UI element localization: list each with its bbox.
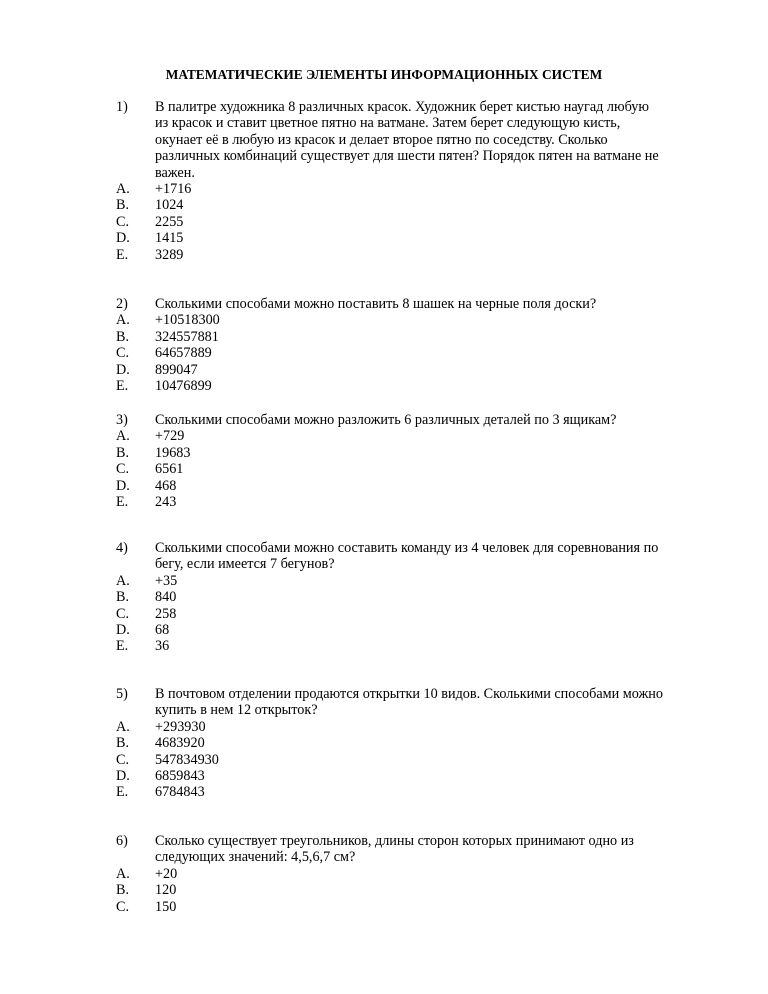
question-text: В почтовом отделении продаются открытки 10 видов. Сколькими способами можно [155, 686, 663, 702]
question-number: 6) [116, 833, 128, 849]
answer-option [116, 752, 736, 768]
answer-option [116, 784, 736, 800]
answer-option [116, 461, 736, 477]
option-letter: A. [116, 312, 130, 329]
option-value: 324557881 [155, 328, 219, 345]
question-text: бегу, если имеется 7 бегунов? [155, 556, 335, 573]
option-letter: D. [116, 361, 130, 378]
option-value: 1024 [155, 197, 184, 214]
option-letter: B. [116, 444, 130, 461]
option-letter: E. [116, 784, 129, 801]
question-line [116, 99, 736, 115]
question-5 [116, 686, 736, 801]
answer-option [116, 478, 736, 494]
question-6 [116, 833, 736, 915]
answer-option [116, 899, 736, 915]
question-line [116, 412, 736, 428]
option-letter: D. [116, 767, 130, 784]
answer-option [116, 866, 736, 882]
option-letter: E. [116, 377, 129, 394]
option-letter: D. [116, 230, 130, 247]
answer-option [116, 719, 736, 735]
option-value: 2255 [155, 213, 184, 230]
option-value: +1716 [155, 180, 192, 197]
option-letter: D. [116, 621, 130, 638]
option-value: +20 [155, 865, 178, 882]
option-value: 468 [155, 477, 177, 494]
question-line [116, 115, 736, 131]
option-letter: D. [116, 477, 130, 494]
option-value: 64657889 [155, 345, 212, 362]
question-text: важен. [155, 164, 195, 181]
question-line [116, 833, 736, 849]
answer-option [116, 589, 736, 605]
answer-option [116, 494, 736, 510]
question-number: 4) [116, 540, 128, 556]
question-line [116, 702, 736, 718]
question-line [116, 686, 736, 702]
answer-option [116, 362, 736, 378]
question-text: В палитре художника 8 различных красок. Художник берет кистью наугад любую [155, 99, 649, 115]
answer-option [116, 329, 736, 345]
answer-option [116, 247, 736, 263]
answer-option [116, 197, 736, 213]
question-line [116, 132, 736, 148]
option-letter: A. [116, 180, 130, 197]
option-letter: C. [116, 345, 130, 362]
option-letter: A. [116, 572, 130, 589]
answer-option [116, 882, 736, 898]
question-line [116, 556, 736, 572]
answer-option [116, 768, 736, 784]
option-letter: B. [116, 328, 130, 345]
answer-option [116, 230, 736, 246]
option-value: 4683920 [155, 735, 205, 752]
question-number: 1) [116, 99, 128, 115]
option-value: 840 [155, 589, 177, 606]
question-text: Сколькими способами можно поставить 8 шашек на черные поля доски? [155, 296, 597, 312]
question-text: окунает её в любую из красок и делает второе пятно по соседству. Сколько [155, 131, 608, 148]
option-letter: C. [116, 461, 130, 478]
option-value: 19683 [155, 444, 191, 461]
option-letter: E. [116, 638, 129, 655]
option-value: 3289 [155, 246, 184, 263]
answer-option [116, 378, 736, 394]
option-value: 1415 [155, 230, 184, 247]
question-line [116, 148, 736, 164]
question-text: из красок и ставит цветное пятно на ватмане. Затем берет следующую кисть, [155, 115, 621, 132]
answer-option [116, 606, 736, 622]
question-number: 3) [116, 412, 128, 428]
option-letter: C. [116, 213, 130, 230]
option-value: 36 [155, 638, 170, 655]
answer-option [116, 428, 736, 444]
answer-option [116, 573, 736, 589]
option-letter: C. [116, 751, 130, 768]
question-text: купить в нем 12 открыток? [155, 702, 318, 719]
option-letter: C. [116, 605, 130, 622]
option-letter: A. [116, 865, 130, 882]
option-letter: E. [116, 493, 129, 510]
answer-option [116, 638, 736, 654]
question-line [116, 540, 736, 556]
question-text: следующих значений: 4,5,6,7 см? [155, 849, 356, 866]
option-value: 150 [155, 898, 177, 915]
question-line [116, 296, 736, 312]
question-3 [116, 412, 736, 510]
document-title: МАТЕМАТИЧЕСКИЕ ЭЛЕМЕНТЫ ИНФОРМАЦИОННЫХ СИСТЕМ [165, 67, 603, 82]
answer-option [116, 312, 736, 328]
question-text: Сколькими способами можно разложить 6 различных деталей по 3 ящикам? [155, 412, 617, 428]
question-line [116, 165, 736, 181]
answer-option [116, 214, 736, 230]
option-value: +35 [155, 572, 178, 589]
option-value: 547834930 [155, 751, 219, 768]
question-number: 2) [116, 296, 128, 312]
question-1 [116, 99, 736, 263]
answer-option [116, 445, 736, 461]
answer-option [116, 181, 736, 197]
option-letter: E. [116, 246, 129, 263]
option-value: 6784843 [155, 784, 205, 801]
answer-option [116, 622, 736, 638]
option-value: +10518300 [155, 312, 220, 329]
option-value: 120 [155, 882, 177, 899]
option-value: 243 [155, 493, 177, 510]
option-value: 258 [155, 605, 177, 622]
option-letter: B. [116, 882, 130, 899]
answer-option [116, 345, 736, 361]
option-letter: A. [116, 718, 130, 735]
question-2 [116, 296, 736, 394]
option-letter: B. [116, 197, 130, 214]
answer-option [116, 735, 736, 751]
option-letter: B. [116, 735, 130, 752]
option-value: +729 [155, 428, 185, 445]
option-value: 6561 [155, 461, 184, 478]
option-value: 10476899 [155, 377, 212, 394]
option-letter: C. [116, 898, 130, 915]
option-value: 68 [155, 621, 170, 638]
option-letter: B. [116, 589, 130, 606]
question-4 [116, 540, 736, 655]
question-text: различных комбинаций существует для шести пятен? Порядок пятен на ватмане не [155, 148, 659, 165]
option-value: +293930 [155, 718, 206, 735]
question-number: 5) [116, 686, 128, 702]
option-value: 899047 [155, 361, 198, 378]
option-letter: A. [116, 428, 130, 445]
question-line [116, 849, 736, 865]
option-value: 6859843 [155, 767, 205, 784]
question-text: Сколькими способами можно составить команду из 4 человек для соревнования по [155, 540, 659, 556]
question-text: Сколько существует треугольников, длины сторон которых принимают одно из [155, 833, 634, 849]
